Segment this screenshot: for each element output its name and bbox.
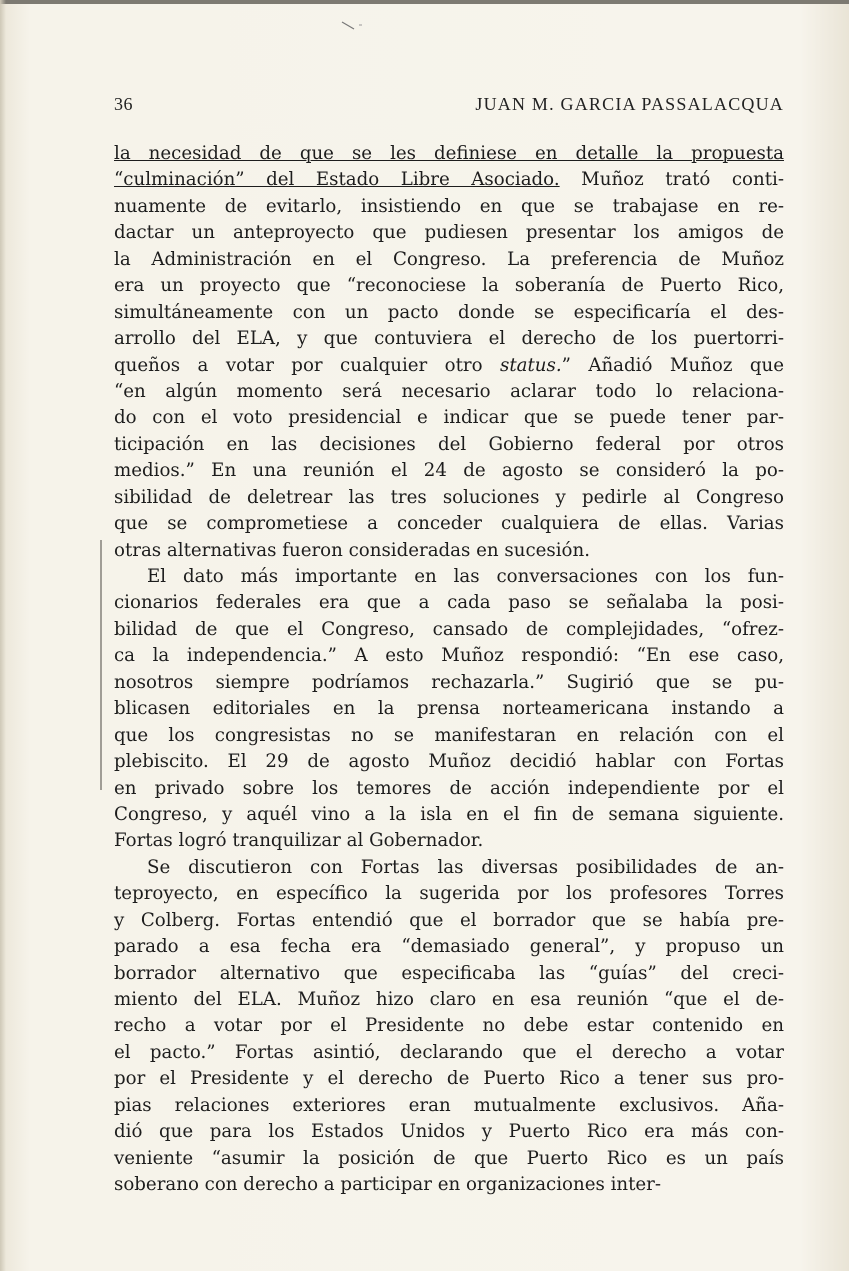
line-text: “en algún momento será necesario aclarar todo lo relaciona- bbox=[114, 380, 784, 402]
line-text: que se comprometiese a conceder cualquiera de ellas. Varias bbox=[114, 513, 784, 535]
pencil-scratch-mark bbox=[340, 20, 364, 32]
text-line bbox=[114, 564, 784, 590]
line-text: nuamente de evitarlo, insistiendo en que se trabajase en re- bbox=[114, 195, 784, 217]
line-text: queños a votar por cualquier otro bbox=[114, 354, 500, 376]
text-line bbox=[114, 643, 784, 669]
text-line bbox=[114, 987, 784, 1013]
text-line bbox=[114, 749, 784, 775]
text-line bbox=[114, 247, 784, 273]
text-line bbox=[114, 405, 784, 431]
running-head bbox=[114, 94, 784, 120]
text-line bbox=[114, 1040, 784, 1066]
text-line bbox=[114, 590, 784, 616]
text-line bbox=[114, 1093, 784, 1119]
line-text: dió que para los Estados Unidos y Puerto Rico era más con- bbox=[114, 1121, 784, 1143]
running-head-author: JUAN M. GARCIA PASSALACQUA bbox=[475, 94, 784, 114]
page-number: 36 bbox=[114, 94, 133, 114]
line-text: Congreso, y aquél vino a la isla en el fin de semana siguiente. bbox=[114, 803, 784, 825]
line-text: arrollo del ELA, y que contuviera el derecho de los puertorri- bbox=[114, 328, 784, 350]
line-text: do con el voto presidencial e indicar que se puede tener par- bbox=[114, 407, 784, 429]
line-text: plebiscito. El 29 de agosto Muñoz decidió hablar con Fortas bbox=[114, 751, 784, 773]
line-text: parado a esa fecha era “demasiado general”, y propuso un bbox=[114, 936, 784, 958]
line-text: ” Añadió Muñoz que bbox=[561, 354, 784, 376]
line-text: El dato más importante en las conversaciones con los fun- bbox=[147, 566, 784, 587]
italic-text: status. bbox=[499, 354, 562, 376]
text-line bbox=[114, 1066, 784, 1092]
line-text: medios.” En una reunión el 24 de agosto se consideró la po- bbox=[114, 460, 784, 482]
line-text: por el Presidente y el derecho de Puerto Rico a tener sus pro- bbox=[114, 1068, 784, 1090]
line-text: Muñoz trató conti- bbox=[559, 169, 784, 191]
text-line bbox=[114, 432, 784, 458]
text-line bbox=[114, 379, 784, 405]
text-line bbox=[114, 300, 784, 326]
line-text: Se discutieron con Fortas las diversas posibilidades de an- bbox=[147, 856, 784, 878]
text-line bbox=[114, 141, 784, 167]
line-text: en privado sobre los temores de acción independiente por el bbox=[114, 777, 784, 799]
line-text: ticipación en las decisiones del Gobierno federal por otros bbox=[114, 433, 784, 455]
line-text: teproyecto, en específico la sugerida por los profesores Torres bbox=[114, 883, 784, 905]
line-text: sibilidad de deletrear las tres soluciones y pedirle al Congreso bbox=[114, 486, 784, 508]
text-line bbox=[114, 670, 784, 696]
line-text: Fortas logró tranquilizar al Gobernador. bbox=[114, 830, 484, 852]
line-text: blicasen editoriales en la prensa norteamericana instando a bbox=[114, 698, 784, 720]
line-text: soberano con derecho a participar en organizaciones inter- bbox=[114, 1174, 662, 1196]
text-line bbox=[114, 908, 784, 934]
line-text: dactar un anteproyecto que pudiesen presentar los amigos de bbox=[114, 222, 784, 244]
text-line bbox=[114, 1146, 784, 1172]
text-line bbox=[114, 934, 784, 960]
line-text: nosotros siempre podríamos rechazarla.” Sugirió que se pu- bbox=[114, 671, 784, 693]
text-line bbox=[114, 723, 784, 749]
text-line bbox=[114, 353, 784, 379]
text-line bbox=[114, 961, 784, 987]
line-text: que los congresistas no se manifestaran en relación con el bbox=[114, 724, 784, 746]
text-line bbox=[114, 1172, 784, 1198]
text-line bbox=[114, 167, 784, 193]
text-line bbox=[114, 511, 784, 537]
line-text: miento del ELA. Muñoz hizo claro en esa reunión “que el de- bbox=[114, 989, 784, 1010]
line-text: ca la independencia.” A esto Muñoz respondió: “En ese caso, bbox=[114, 645, 784, 667]
text-line bbox=[114, 326, 784, 352]
line-text: pias relaciones exteriores eran mutualmente exclusivos. Aña- bbox=[114, 1094, 784, 1116]
line-text: y Colberg. Fortas entendió que el borrador que se había pre- bbox=[114, 909, 784, 931]
text-line bbox=[114, 220, 784, 246]
text-line bbox=[114, 538, 784, 564]
line-text: simultáneamente con un pacto donde se especificaría el des- bbox=[114, 301, 784, 323]
line-text: recho a votar por el Presidente no debe estar contenido en bbox=[114, 1015, 784, 1037]
text-line bbox=[114, 1013, 784, 1039]
text-line bbox=[114, 1119, 784, 1145]
line-text: cionarios federales era que a cada paso se señalaba la posi- bbox=[114, 592, 784, 614]
text-line bbox=[114, 617, 784, 643]
scan-left-shadow bbox=[0, 0, 6, 1271]
text-line bbox=[114, 458, 784, 484]
line-text: era un proyecto que “reconociese la soberanía de Puerto Rico, bbox=[114, 275, 784, 297]
line-text: la Administración en el Congreso. La preferencia de Muñoz bbox=[114, 248, 784, 270]
text-line bbox=[114, 855, 784, 881]
text-line bbox=[114, 802, 784, 828]
underlined-text: “culminación” del Estado Libre Asociado. bbox=[114, 169, 560, 191]
line-text: borrador alternativo que especificaba las “guías” del creci- bbox=[114, 962, 784, 984]
underlined-text: la necesidad de que se les definiese en detalle la propuesta bbox=[114, 143, 784, 164]
text-line bbox=[114, 776, 784, 802]
line-text: otras alternativas fueron consideradas en sucesión. bbox=[114, 539, 590, 561]
scan-top-border bbox=[0, 0, 849, 4]
text-line bbox=[114, 696, 784, 722]
text-line bbox=[114, 485, 784, 511]
line-text: veniente “asumir la posición de que Puerto Rico es un país bbox=[114, 1147, 784, 1169]
text-line bbox=[114, 273, 784, 299]
line-text: el pacto.” Fortas asintió, declarando que el derecho a votar bbox=[114, 1041, 784, 1063]
text-line bbox=[114, 828, 784, 854]
line-text: bilidad de que el Congreso, cansado de complejidades, “ofrez- bbox=[114, 618, 784, 640]
margin-pencil-line bbox=[100, 540, 102, 790]
text-line bbox=[114, 194, 784, 220]
body-text bbox=[114, 141, 784, 1199]
text-line bbox=[114, 881, 784, 907]
